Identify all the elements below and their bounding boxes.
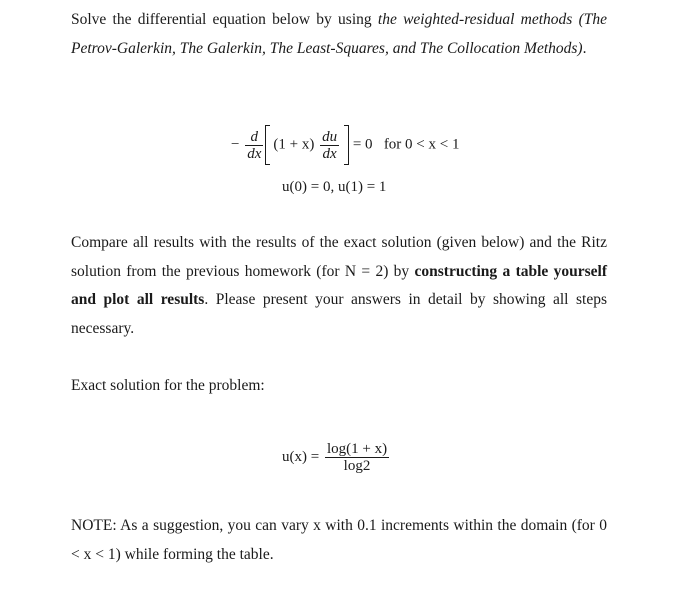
note: NOTE: As a suggestion, you can vary x with 0.1 increments within the domain (for 0 < x < 1) while forming the table. [71,517,607,563]
instructions [71,229,607,343]
differential-equation [231,125,459,165]
exact-numerator: log(1 + x) [326,441,388,457]
equation-domain: for 0 < x < 1 [383,136,460,153]
exact-denominator: log2 [343,458,371,474]
exact-solution-heading: Exact solution for the problem: [71,377,265,394]
problem-lead: Solve the differential equation below by using [71,11,378,28]
right-bracket [344,125,349,165]
boundary-conditions: u(0) = 0, u(1) = 1 [282,179,387,195]
problem-tail: . [582,39,587,57]
instructions-part2: . Please present your answers in detail by showing all steps necessary. [71,291,607,337]
exact-fraction [325,441,389,474]
problem-statement [71,6,607,63]
equation-rhs: = 0 [352,136,373,153]
du-dx: $\frac{du}{dx}$ [322,128,338,162]
coefficient: (1 + x) [273,136,315,153]
minus-sign: − [231,136,240,153]
methods-list: the weighted-residual methods (The Petrov-Galerkin, The Galerkin, The Least-Squares, and The Collocation Methods) [71,11,607,57]
exact-solution-equation [282,441,391,474]
exact-lhs: u(x) = [282,448,320,465]
instructions-bold: constructing a table yourself and plot all results [71,262,607,308]
instructions-part1: Compare all results with the results of the exact solution (given below) and the Ritz solution from the previous homework (for N = 2) by [71,234,607,280]
left-bracket [265,125,270,165]
d-dx-operator: $\frac{d}{dx}$ [247,128,262,162]
